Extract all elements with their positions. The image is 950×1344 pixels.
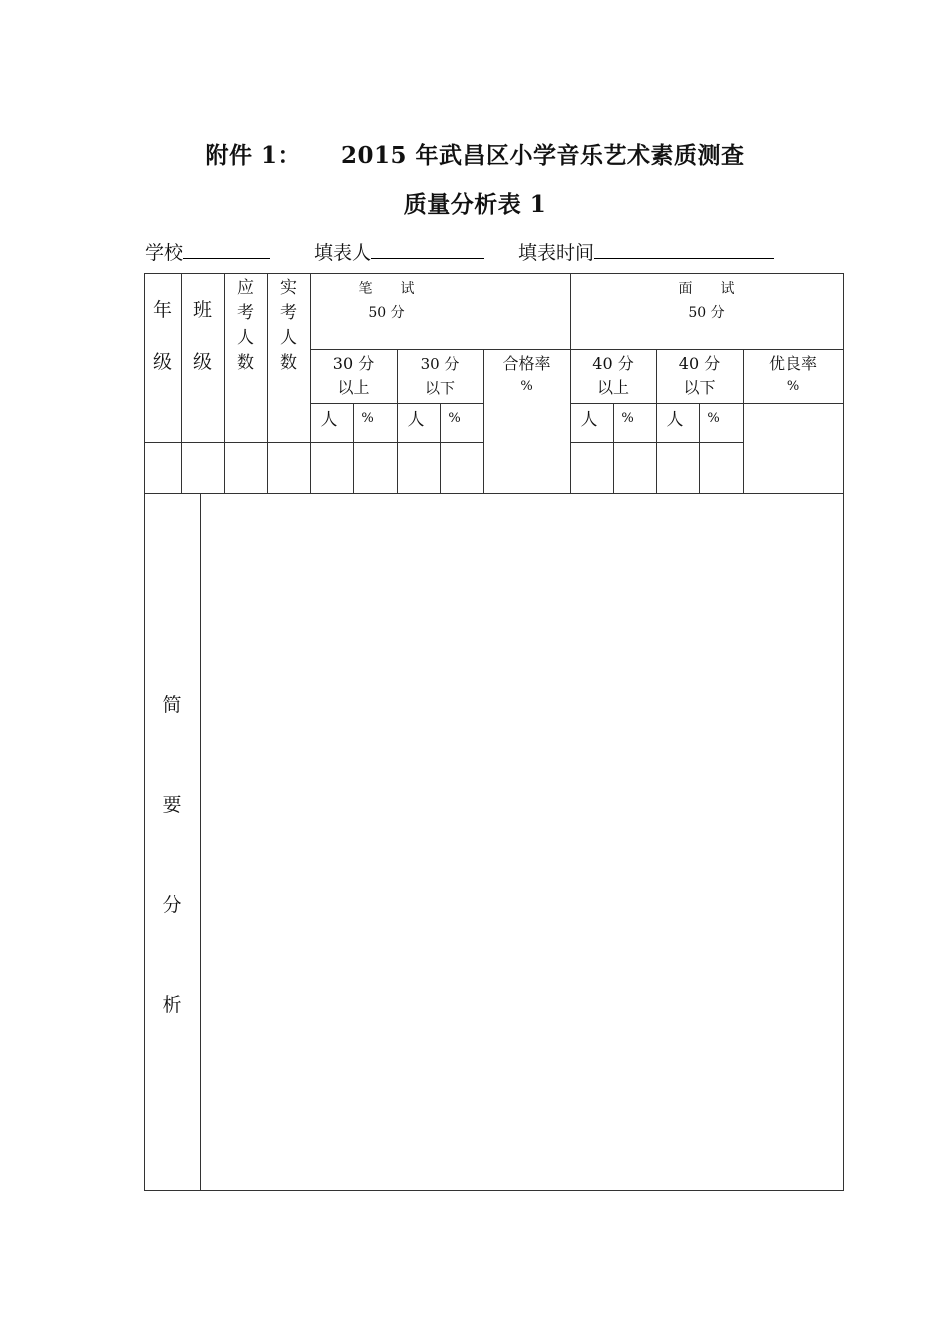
written-below-text: 以下 — [424, 379, 455, 397]
school-label: 学校 — [145, 242, 184, 264]
written-above-person: 人 — [320, 410, 338, 430]
analysis-label — [144, 655, 200, 1055]
analysis-char-2: 要 — [162, 794, 182, 816]
written-above-percent: % — [361, 411, 374, 426]
expected-header — [224, 276, 267, 376]
attachment-label: 附件 1： — [205, 142, 301, 169]
written-above-score: 30 分 — [332, 354, 375, 373]
written-below-person: 人 — [407, 410, 425, 430]
written-header — [310, 277, 463, 325]
class-char-1: 班 — [192, 299, 212, 321]
written-label: 笔 试 — [358, 281, 415, 297]
interview-above-text: 以上 — [596, 378, 629, 397]
written-below-percent: % — [448, 411, 461, 426]
good-rate-header — [743, 352, 843, 398]
actual-char-3: 人 — [280, 328, 297, 348]
interview-above-person: 人 — [580, 410, 598, 430]
expected-char-3: 人 — [237, 328, 254, 348]
expected-char-2: 考 — [237, 303, 254, 323]
grade-char-1: 年 — [152, 299, 172, 321]
filler-label: 填表人 — [314, 242, 372, 264]
document-title — [0, 137, 950, 170]
expected-char-4: 数 — [237, 353, 254, 373]
good-rate-label: 优良率 — [768, 354, 817, 373]
analysis-char-1: 简 — [162, 694, 182, 716]
interview-below-text: 以下 — [683, 378, 716, 397]
written-below-header — [397, 352, 483, 400]
class-char-2: 级 — [192, 351, 212, 373]
pass-rate-unit: % — [520, 379, 533, 394]
written-above-header — [310, 352, 397, 400]
analysis-char-4: 析 — [162, 994, 182, 1016]
good-rate-unit: % — [786, 379, 800, 394]
pass-rate-header — [483, 352, 570, 398]
filler-field[interactable] — [371, 238, 484, 259]
school-field[interactable] — [183, 238, 270, 259]
expected-char-1: 应 — [237, 278, 254, 298]
interview-above-header — [570, 352, 656, 400]
document-subtitle: 质量分析表 1 — [403, 191, 547, 218]
header-fields — [145, 238, 774, 265]
class-header — [181, 284, 224, 388]
interview-below-header — [656, 352, 743, 400]
interview-label: 面 试 — [678, 281, 735, 297]
interview-below-score: 40 分 — [678, 354, 721, 373]
written-above-text: 以上 — [337, 378, 370, 397]
time-field[interactable] — [594, 238, 774, 259]
analysis-content-area[interactable] — [201, 494, 843, 1190]
analysis-char-3: 分 — [162, 894, 182, 916]
pass-rate-label: 合格率 — [502, 354, 551, 373]
actual-char-4: 数 — [280, 353, 297, 373]
grade-header — [144, 284, 181, 388]
actual-char-2: 考 — [280, 303, 297, 323]
interview-score: 50 分 — [688, 305, 725, 321]
actual-header — [267, 276, 310, 376]
interview-above-percent: % — [621, 411, 634, 426]
written-below-score: 30 分 — [420, 355, 460, 373]
actual-char-1: 实 — [280, 278, 297, 298]
grade-char-2: 级 — [152, 351, 172, 373]
interview-below-person: 人 — [666, 410, 684, 430]
interview-above-score: 40 分 — [592, 354, 634, 373]
written-score: 50 分 — [368, 305, 405, 321]
title-main: 2015 年武昌区小学音乐艺术素质测查 — [340, 142, 745, 169]
interview-header — [570, 277, 843, 325]
time-label: 填表时间 — [518, 242, 595, 264]
interview-below-percent: % — [707, 411, 720, 426]
